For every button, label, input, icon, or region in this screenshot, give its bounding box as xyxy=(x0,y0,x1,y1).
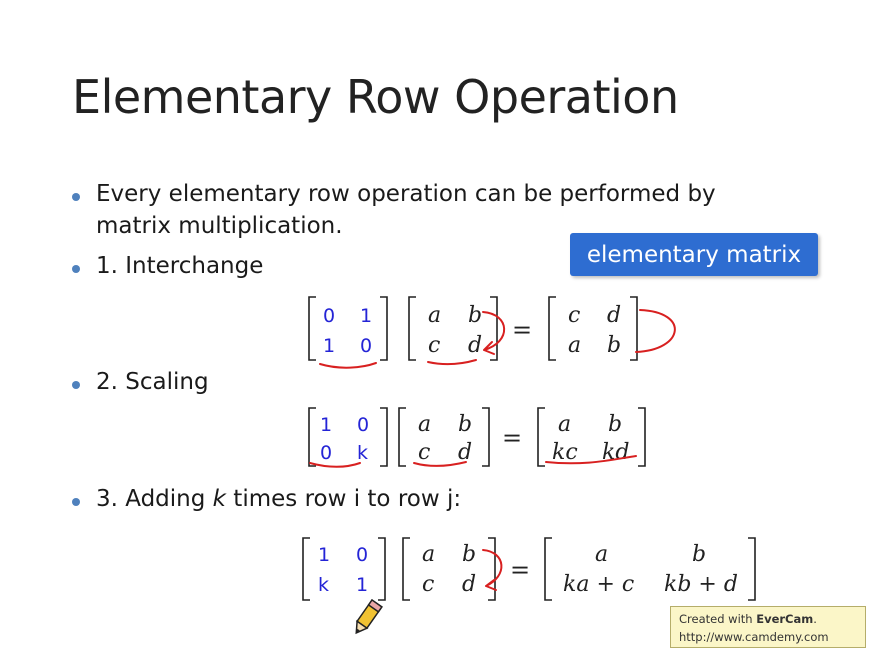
bracket xyxy=(303,538,310,600)
watermark-suffix: . xyxy=(813,612,817,626)
elementary-matrix-badge: elementary matrix xyxy=(570,233,818,276)
watermark-prefix: Created with xyxy=(679,612,757,626)
matrix-entry: 0 xyxy=(357,414,370,436)
watermark-url: http://www.camdemy.com xyxy=(679,630,829,644)
matrix-entry: b xyxy=(608,412,623,437)
matrix-entry: 1 xyxy=(360,305,373,327)
bracket xyxy=(309,408,316,466)
equals-sign: = xyxy=(512,316,533,344)
matrix-entry: 1 xyxy=(356,574,369,596)
slide-title: Elementary Row Operation xyxy=(72,70,679,124)
matrix-entry: d xyxy=(607,303,622,328)
equals-sign: = xyxy=(510,556,531,584)
matrix-entry: 0 xyxy=(323,305,336,327)
bullet-adding-pre: 3. Adding xyxy=(96,486,213,512)
matrix-entry: b xyxy=(692,542,707,567)
matrix-entry: d xyxy=(468,333,483,358)
bullet-adding-k: k xyxy=(212,486,226,512)
matrix-entry: 0 xyxy=(320,442,333,464)
matrix-entry: a xyxy=(422,542,436,567)
bracket xyxy=(545,538,552,600)
matrix-entry: d xyxy=(462,572,477,597)
bullet-scaling: 2. Scaling xyxy=(96,369,209,395)
matrix-entry: a xyxy=(428,303,442,328)
matrix-entry: b xyxy=(607,333,622,358)
matrix-entry: 0 xyxy=(360,335,373,357)
annotation-underline xyxy=(428,360,476,364)
annotation-underline xyxy=(320,363,376,368)
matrix-entry: c xyxy=(422,572,435,597)
bracket xyxy=(549,297,556,360)
matrix-entry: k xyxy=(357,442,369,464)
interchange-equation xyxy=(309,297,675,368)
matrix-entry: c xyxy=(568,303,581,328)
annotation-swap-arrow xyxy=(483,312,504,354)
matrix-entry: b xyxy=(458,412,473,437)
matrix-entry: ka + c xyxy=(563,572,635,597)
matrix-entry: 1 xyxy=(323,335,336,357)
annotation-add-arrow xyxy=(483,550,501,590)
bullet-adding-post: times row i to row j: xyxy=(226,486,462,512)
annotation-swap-arrow xyxy=(636,310,675,352)
matrix-entry: a xyxy=(595,542,609,567)
bracket xyxy=(409,297,416,360)
matrix-entry: 0 xyxy=(356,544,369,566)
adding-equation xyxy=(303,538,755,600)
equals-sign: = xyxy=(502,424,523,452)
scaling-equation xyxy=(309,408,645,467)
matrix-entry: kb + d xyxy=(664,572,738,597)
matrix-entry: 1 xyxy=(318,544,331,566)
bullet-interchange: 1. Interchange xyxy=(96,253,264,279)
bracket xyxy=(399,408,406,466)
matrix-entry: k xyxy=(318,574,330,596)
bracket xyxy=(538,408,545,466)
matrix-entry: d xyxy=(458,440,473,465)
matrix-entry: b xyxy=(462,542,477,567)
bracket xyxy=(488,538,495,600)
matrix-entry: a xyxy=(568,333,582,358)
bracket xyxy=(380,297,387,360)
pencil-cursor-icon xyxy=(351,600,381,636)
matrix-entry: c xyxy=(428,333,441,358)
bracket xyxy=(309,297,316,360)
matrix-entry: 1 xyxy=(320,414,333,436)
bracket xyxy=(630,297,637,360)
watermark-brand: EverCam xyxy=(756,612,814,626)
matrix-entry: c xyxy=(418,440,431,465)
bracket xyxy=(490,297,497,360)
bullet-text-1a: Every elementary row operation can be performed by xyxy=(96,181,716,207)
bracket xyxy=(482,408,489,466)
evercam-watermark xyxy=(670,606,866,648)
bracket xyxy=(638,408,645,466)
bracket xyxy=(403,538,410,600)
bracket xyxy=(380,408,387,466)
matrix-entry: a xyxy=(558,412,572,437)
matrix-entry: kd xyxy=(602,440,630,465)
bracket xyxy=(748,538,755,600)
matrix-entry: a xyxy=(418,412,432,437)
matrix-entry: kc xyxy=(552,440,578,465)
annotation-underline xyxy=(310,463,360,467)
matrix-entry: b xyxy=(468,303,483,328)
bracket xyxy=(378,538,385,600)
watermark-line-1 xyxy=(679,610,857,628)
bullet-text-1b: matrix multiplication. xyxy=(96,213,343,239)
